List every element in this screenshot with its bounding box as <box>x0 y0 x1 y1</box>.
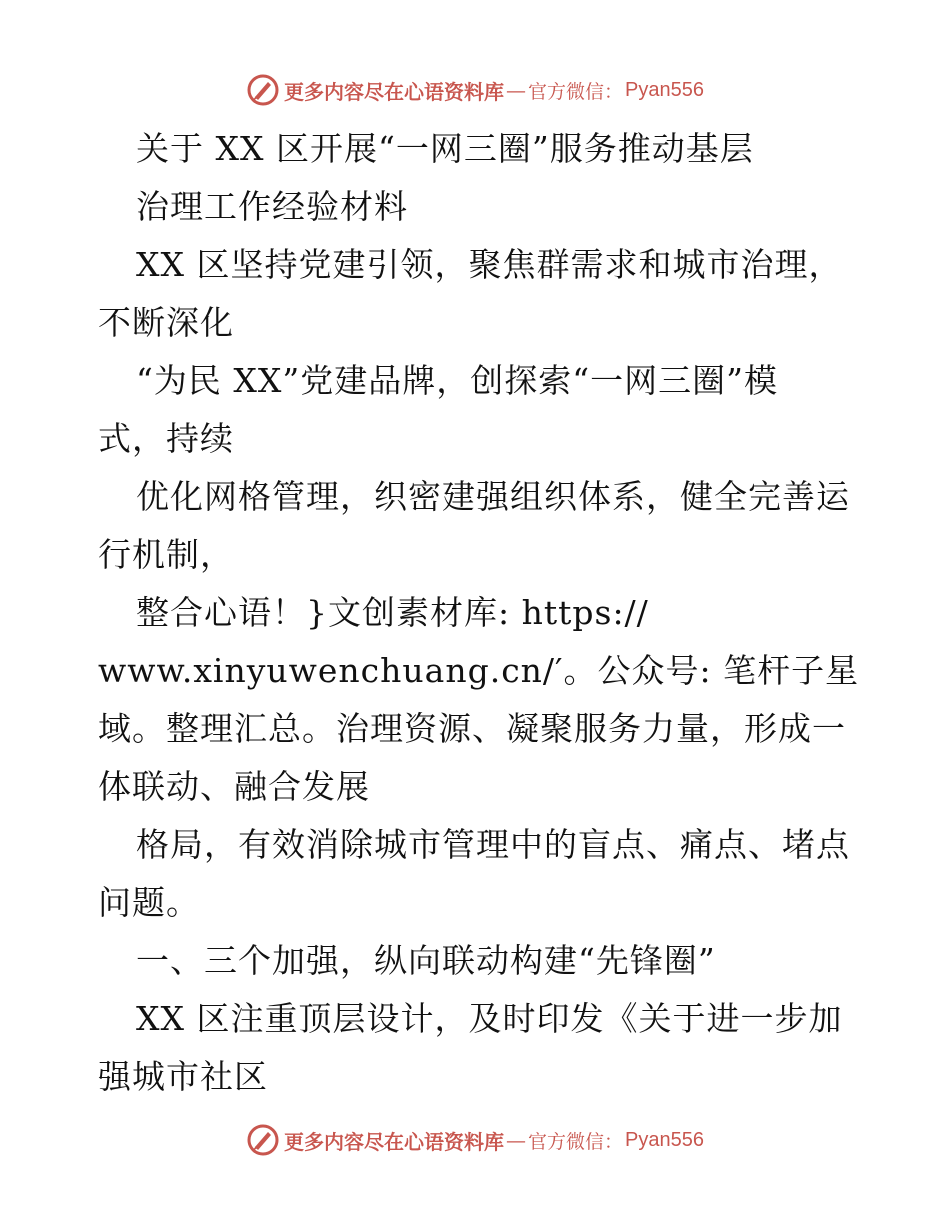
header-banner <box>0 70 950 110</box>
doc-paragraph-line: 不断深化 <box>98 303 234 342</box>
doc-paragraph-line: 行机制， <box>98 535 234 574</box>
banner-text: 更多内容尽在心语资料库 <box>284 79 504 104</box>
doc-paragraph-line: 整合心语！}文创素材库: https:// <box>136 593 649 632</box>
pen-logo-icon <box>246 1123 280 1157</box>
doc-paragraph-line: 域。整理汇总。治理资源、凝聚服务力量，形成一 <box>98 709 846 748</box>
doc-paragraph-line: 优化网格管理，织密建强组织体系，健全完善运 <box>136 477 850 516</box>
doc-paragraph-line: www.xinyuwenchuang.cn/′。公众号: 笔杆子星 <box>98 651 860 690</box>
doc-paragraph-line: 式，持续 <box>98 419 234 458</box>
banner-wechat-label: 官方微信： <box>528 80 624 103</box>
banner-text: 更多内容尽在心语资料库 <box>284 1129 504 1154</box>
banner-separator: — <box>506 78 526 102</box>
banner-separator: — <box>506 1128 526 1152</box>
banner-wechat-id: Pyan556 <box>625 78 704 101</box>
pen-logo-icon <box>246 73 280 107</box>
document-body <box>98 120 858 1106</box>
doc-paragraph-line: 格局，有效消除城市管理中的盲点、痛点、堵点 <box>136 825 850 864</box>
doc-paragraph-line: XX 区坚持党建引领，聚焦群需求和城市治理， <box>136 245 843 284</box>
doc-paragraph-line: XX 区注重顶层设计，及时印发《关于进一步加 <box>136 999 843 1038</box>
doc-title-line-2: 治理工作经验材料 <box>136 187 408 226</box>
footer-banner <box>0 1120 950 1160</box>
doc-paragraph-line: 强城市社区 <box>98 1057 268 1096</box>
doc-paragraph-line: 问题。 <box>98 883 200 922</box>
banner-wechat-id: Pyan556 <box>625 1128 704 1151</box>
banner-wechat-label: 官方微信： <box>528 1130 624 1153</box>
doc-title-line-1: 关于 XX 区开展“一网三圈”服务推动基层 <box>136 129 754 168</box>
doc-section-heading: 一、三个加强，纵向联动构建“先锋圈” <box>136 941 716 980</box>
doc-paragraph-line: 体联动、融合发展 <box>98 767 370 806</box>
doc-paragraph-line: “为民 XX”党建品牌，创探索“一网三圈”模 <box>136 361 778 400</box>
